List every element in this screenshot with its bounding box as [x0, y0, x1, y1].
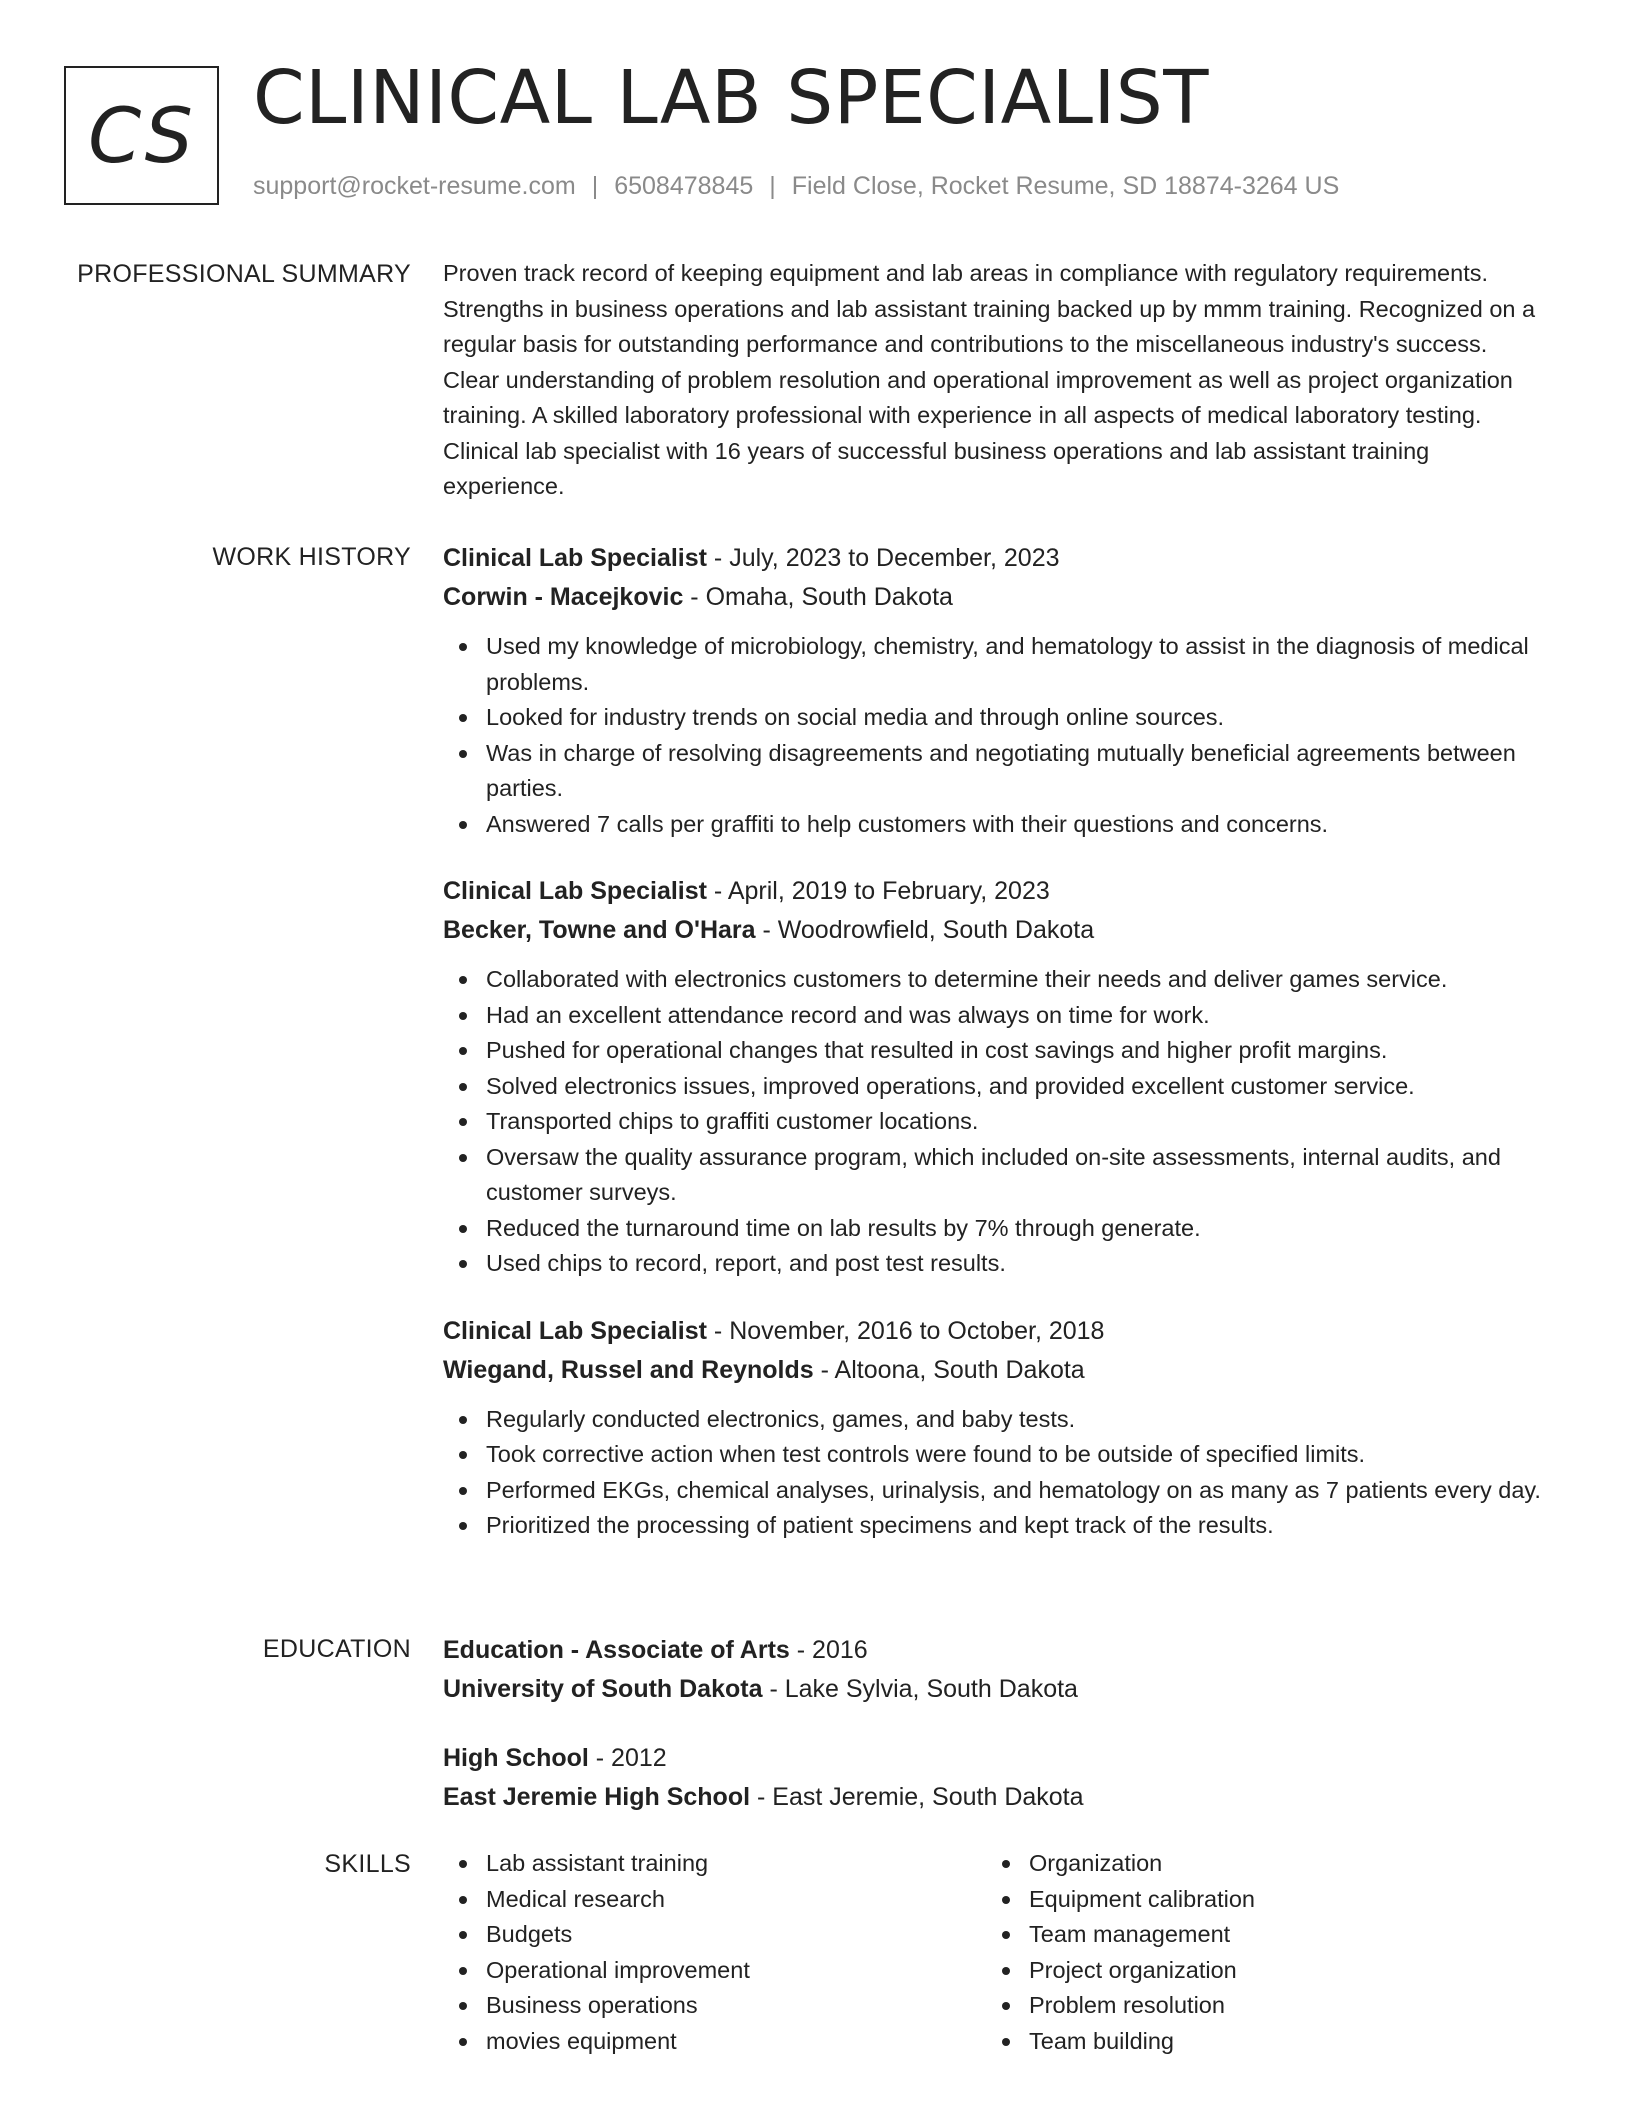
degree-line	[443, 1739, 1548, 1778]
degree-name: Education - Associate of Arts	[443, 1636, 790, 1664]
section-heading: WORK HISTORY	[212, 543, 411, 571]
school-location: - East Jeremie, South Dakota	[750, 1783, 1084, 1811]
section-heading: PROFESSIONAL SUMMARY	[77, 260, 411, 288]
skills-list	[443, 1846, 986, 2059]
school-line	[443, 1670, 1548, 1709]
list-item: Was in charge of resolving disagreements and negotiating mutually beneficial agreements between parties.	[486, 736, 1548, 807]
skills-column-left	[443, 1846, 986, 2059]
education-entry	[443, 1631, 1548, 1709]
list-item: Collaborated with electronics customers to determine their needs and deliver games service.	[486, 962, 1548, 998]
skill-item: Team building	[1029, 2024, 1529, 2060]
job-title-line	[443, 872, 1548, 911]
skill-item: Organization	[1029, 1846, 1529, 1882]
job-dates: - July, 2023 to December, 2023	[706, 544, 1060, 572]
job-location: - Woodrowfield, South Dakota	[755, 916, 1095, 944]
contact-separator: |	[591, 172, 599, 200]
job-title: Clinical Lab Specialist	[443, 1316, 707, 1345]
job-company: Wiegand, Russel and Reynolds	[443, 1355, 814, 1384]
skill-item: Medical research	[486, 1882, 986, 1918]
school-name: University of South Dakota	[443, 1675, 763, 1703]
job-title: Clinical Lab Specialist	[443, 877, 707, 905]
contact-address: Field Close, Rocket Resume, SD 18874-3264 US	[791, 172, 1340, 200]
job-entry	[443, 539, 1548, 842]
skills-column-right	[986, 1846, 1529, 2059]
list-item: Performed EKGs, chemical analyses, urinalysis, and hematology on as many as 7 patients every day.	[486, 1473, 1548, 1509]
list-item: Solved electronics issues, improved operations, and provided excellent customer service.	[486, 1069, 1548, 1105]
list-item: Prioritized the processing of patient specimens and kept track of the results.	[486, 1508, 1548, 1544]
education-body	[443, 1631, 1548, 1847]
skill-item: Equipment calibration	[1029, 1882, 1529, 1918]
degree-name: High School	[443, 1744, 589, 1772]
list-item: Regularly conducted electronics, games, and baby tests.	[486, 1402, 1548, 1438]
job-company: Becker, Towne and O'Hara	[443, 916, 756, 944]
job-entry	[443, 872, 1548, 1282]
job-location: - Altoona, South Dakota	[813, 1355, 1085, 1384]
skill-item: Lab assistant training	[486, 1846, 986, 1882]
job-dates: - November, 2016 to October, 2018	[706, 1316, 1105, 1345]
skill-item: movies equipment	[486, 2024, 986, 2060]
list-item: Took corrective action when test controls were found to be outside of specified limits.	[486, 1437, 1548, 1473]
page-title: CLINICAL LAB SPECIALIST	[253, 55, 1209, 141]
list-item: Had an excellent attendance record and was always on time for work.	[486, 998, 1548, 1034]
job-title-line	[443, 539, 1548, 578]
education-entry	[443, 1739, 1548, 1817]
list-item: Looked for industry trends on social media and through online sources.	[486, 700, 1548, 736]
list-item: Used chips to record, report, and post test results.	[486, 1246, 1548, 1282]
job-bullets	[443, 962, 1548, 1282]
skill-item: Project organization	[1029, 1953, 1529, 1989]
skill-item: Budgets	[486, 1917, 986, 1953]
section-heading: EDUCATION	[262, 1635, 411, 1663]
school-line	[443, 1778, 1548, 1817]
school-name: East Jeremie High School	[443, 1783, 751, 1811]
list-item: Pushed for operational changes that resulted in cost savings and higher profit margins.	[486, 1033, 1548, 1069]
job-bullets	[443, 1402, 1548, 1544]
skills-grid	[443, 1846, 1548, 2059]
job-company-line	[443, 1351, 1548, 1390]
skill-item: Business operations	[486, 1988, 986, 2024]
list-item: Used my knowledge of microbiology, chemistry, and hematology to assist in the diagnosis of medical problems.	[486, 629, 1548, 700]
monogram-initials: CS	[88, 90, 195, 180]
monogram-box	[64, 66, 219, 205]
job-company: Corwin - Macejkovic	[443, 583, 684, 611]
job-entry	[443, 1312, 1548, 1544]
skill-item: Problem resolution	[1029, 1988, 1529, 2024]
job-company-line	[443, 911, 1548, 950]
list-item: Answered 7 calls per graffiti to help customers with their questions and concerns.	[486, 807, 1548, 843]
job-title: Clinical Lab Specialist	[443, 544, 707, 572]
job-company-line	[443, 578, 1548, 617]
skill-item: Team management	[1029, 1917, 1529, 1953]
job-bullets	[443, 629, 1548, 842]
contact-email: support@rocket-resume.com	[253, 172, 576, 200]
job-title-line	[443, 1312, 1548, 1351]
school-location: - Lake Sylvia, South Dakota	[762, 1675, 1078, 1703]
skills-body	[443, 1846, 1548, 2059]
list-item: Transported chips to graffiti customer locations.	[486, 1104, 1548, 1140]
section-heading: SKILLS	[324, 1850, 411, 1878]
degree-line	[443, 1631, 1548, 1670]
list-item: Reduced the turnaround time on lab results by 7% through generate.	[486, 1211, 1548, 1247]
work-history-body	[443, 539, 1548, 1574]
list-item: Oversaw the quality assurance program, which included on-site assessments, internal audits, and customer surveys.	[486, 1140, 1548, 1211]
degree-year: - 2012	[588, 1744, 667, 1772]
skills-list	[986, 1846, 1529, 2059]
skill-item: Operational improvement	[486, 1953, 986, 1989]
job-location: - Omaha, South Dakota	[683, 583, 953, 611]
contact-separator: |	[769, 172, 776, 200]
job-dates: - April, 2019 to February, 2023	[706, 877, 1050, 905]
contact-line	[253, 172, 1339, 201]
contact-phone: 6508478845	[614, 172, 754, 200]
degree-year: - 2016	[789, 1636, 868, 1664]
summary-text: Proven track record of keeping equipment and lab areas in compliance with regulatory requirements. Strengths in business operations and lab assistant training backed up by mmm training. Recognized on a regular basis for outstanding performance and contributions to the miscellaneous industry's success. Clear understanding of problem resolution and operational improvement as well as project organization training. A skilled laboratory professional with experience in all aspects of medical laboratory testing. Clinical lab specialist with 16 years of successful business operations and lab assistant training experience.	[443, 260, 1536, 499]
summary-body	[443, 256, 1548, 505]
